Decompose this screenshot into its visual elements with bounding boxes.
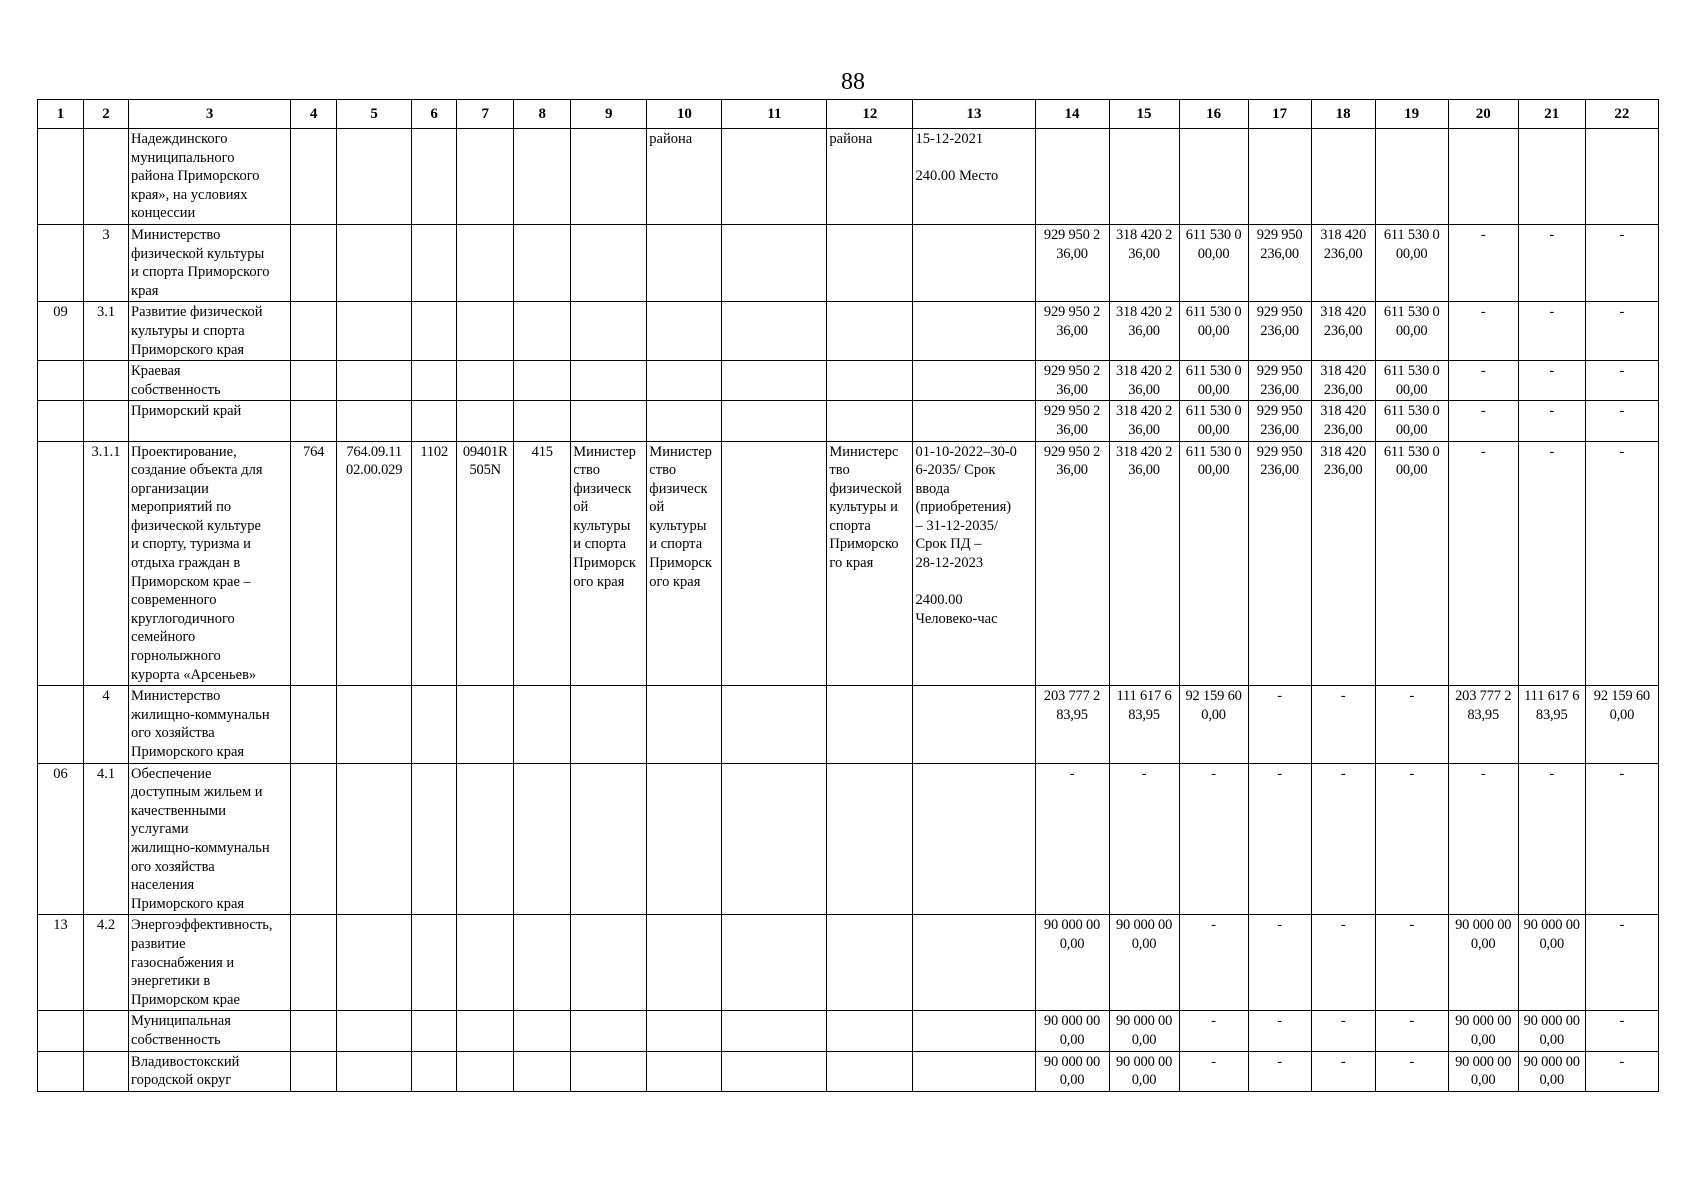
table-cell: 90 000 00 0,00	[1518, 915, 1585, 1011]
table-cell: 611 530 0 00,00	[1375, 302, 1448, 361]
table-row	[38, 1011, 1659, 1051]
table-cell	[514, 1011, 571, 1051]
table-cell	[913, 302, 1035, 361]
table-cell: 3.1	[84, 302, 129, 361]
table-cell	[291, 763, 337, 915]
table-cell: 3.1.1	[84, 441, 129, 686]
column-header: 7	[457, 100, 514, 129]
table-cell: 90 000 00 0,00	[1035, 1011, 1109, 1051]
table-cell: 90 000 00 0,00	[1035, 915, 1109, 1011]
table-cell: 318 420 236,00	[1311, 401, 1375, 441]
table-cell	[412, 224, 457, 301]
table-cell	[337, 1051, 412, 1091]
table-cell	[827, 401, 913, 441]
table-cell	[571, 224, 647, 301]
table-cell	[571, 686, 647, 763]
table-cell	[827, 224, 913, 301]
column-header: 16	[1179, 100, 1248, 129]
table-cell	[913, 763, 1035, 915]
table-cell	[571, 1051, 647, 1091]
table-cell: 90 000 00 0,00	[1035, 1051, 1109, 1091]
table-cell: Надеждинского муниципального района Приморского края», на условиях концессии	[129, 129, 291, 225]
table-cell: 611 530 0 00,00	[1375, 401, 1448, 441]
table-row	[38, 1051, 1659, 1091]
table-cell: 929 950 236,00	[1248, 302, 1311, 361]
table-cell: -	[1248, 915, 1311, 1011]
table-cell	[412, 1011, 457, 1051]
table-cell: -	[1518, 361, 1585, 401]
table-row	[38, 361, 1659, 401]
column-header: 8	[514, 100, 571, 129]
table-cell: -	[1375, 686, 1448, 763]
table-cell	[913, 1051, 1035, 1091]
table-cell	[647, 763, 722, 915]
table-cell: 92 159 60 0,00	[1585, 686, 1658, 763]
table-cell: 318 420 236,00	[1311, 361, 1375, 401]
table-cell	[38, 1011, 84, 1051]
table-cell: 318 420 2 36,00	[1109, 401, 1179, 441]
table-cell: 90 000 00 0,00	[1109, 1011, 1179, 1051]
table-cell	[827, 361, 913, 401]
table-row	[38, 686, 1659, 763]
table-cell	[913, 361, 1035, 401]
column-header: 17	[1248, 100, 1311, 129]
table-cell: Обеспечение доступным жильем и качественными услугами жилищно-коммунальн ого хозяйства населения Приморского края	[129, 763, 291, 915]
table-cell: Министерство физической культуры и спорта Приморского края	[129, 224, 291, 301]
table-cell: -	[1248, 763, 1311, 915]
column-header: 10	[647, 100, 722, 129]
table-cell: 611 530 0 00,00	[1375, 361, 1448, 401]
table-cell	[722, 224, 827, 301]
table-cell	[827, 1051, 913, 1091]
table-cell	[457, 1051, 514, 1091]
table-cell: 318 420 2 36,00	[1109, 361, 1179, 401]
table-cell	[514, 763, 571, 915]
budget-table	[37, 99, 1659, 1092]
table-cell: -	[1448, 763, 1518, 915]
table-cell	[647, 224, 722, 301]
table-cell: Энергоэффективность, развитие газоснабжения и энергетики в Приморском крае	[129, 915, 291, 1011]
table-cell: -	[1448, 441, 1518, 686]
table-cell	[412, 686, 457, 763]
table-cell	[647, 1051, 722, 1091]
table-cell: -	[1585, 224, 1658, 301]
table-cell	[291, 224, 337, 301]
table-cell: -	[1248, 686, 1311, 763]
table-cell: 929 950 236,00	[1248, 401, 1311, 441]
table-cell: Министерс тво физической культуры и спорта Приморско го края	[827, 441, 913, 686]
table-cell	[291, 915, 337, 1011]
table-cell: -	[1448, 224, 1518, 301]
table-cell: -	[1375, 1051, 1448, 1091]
table-cell	[913, 401, 1035, 441]
table-cell	[1035, 129, 1109, 225]
table-cell	[38, 401, 84, 441]
table-cell	[412, 1051, 457, 1091]
table-cell	[913, 224, 1035, 301]
table-cell: -	[1518, 763, 1585, 915]
table-cell	[514, 686, 571, 763]
table-cell	[1248, 129, 1311, 225]
table-cell	[827, 686, 913, 763]
table-cell: -	[1518, 401, 1585, 441]
table-cell: 90 000 00 0,00	[1448, 915, 1518, 1011]
table-cell: 01-10-2022–30-0 6-2035/ Срок ввода (приобретения) – 31-12-2035/ Срок ПД – 28-12-2023 2400.00 Человеко-час	[913, 441, 1035, 686]
table-cell: 4	[84, 686, 129, 763]
table-cell: 203 777 2 83,95	[1448, 686, 1518, 763]
table-cell: -	[1448, 302, 1518, 361]
table-cell	[38, 1051, 84, 1091]
table-cell	[1311, 129, 1375, 225]
table-cell	[1375, 129, 1448, 225]
table-cell: 318 420 2 36,00	[1109, 224, 1179, 301]
table-row	[38, 763, 1659, 915]
page-number: 88	[841, 69, 865, 95]
table-cell	[571, 1011, 647, 1051]
table-cell	[457, 763, 514, 915]
column-header: 1	[38, 100, 84, 129]
table-cell: Министер ство физическ ой культуры и спорта Приморск ого края	[571, 441, 647, 686]
table-cell	[827, 302, 913, 361]
table-cell	[571, 401, 647, 441]
table-cell	[571, 915, 647, 1011]
table-cell: Владивостокский городской округ	[129, 1051, 291, 1091]
table-cell	[647, 401, 722, 441]
table-cell	[412, 915, 457, 1011]
column-header: 11	[722, 100, 827, 129]
table-cell: 611 530 0 00,00	[1179, 401, 1248, 441]
table-cell: 111 617 6 83,95	[1109, 686, 1179, 763]
table-cell: 92 159 60 0,00	[1179, 686, 1248, 763]
table-cell	[291, 401, 337, 441]
table-cell	[84, 1051, 129, 1091]
table-cell: -	[1109, 763, 1179, 915]
table-row	[38, 302, 1659, 361]
table-cell	[514, 1051, 571, 1091]
table-cell: -	[1179, 1011, 1248, 1051]
column-header: 5	[337, 100, 412, 129]
column-header: 12	[827, 100, 913, 129]
table-cell	[84, 401, 129, 441]
table-cell	[571, 763, 647, 915]
table-row	[38, 224, 1659, 301]
table-cell: -	[1375, 915, 1448, 1011]
table-cell: 3	[84, 224, 129, 301]
table-cell: 611 530 0 00,00	[1179, 224, 1248, 301]
table-cell: 929 950 2 36,00	[1035, 401, 1109, 441]
table-row	[38, 129, 1659, 225]
table-cell	[84, 361, 129, 401]
table-cell	[827, 1011, 913, 1051]
column-header: 13	[913, 100, 1035, 129]
table-cell	[457, 302, 514, 361]
table-cell: 611 530 0 00,00	[1179, 361, 1248, 401]
table-cell: 09401R 505N	[457, 441, 514, 686]
table-cell	[514, 129, 571, 225]
table-cell	[514, 401, 571, 441]
table-cell	[291, 686, 337, 763]
table-cell: -	[1311, 686, 1375, 763]
table-cell: 90 000 00 0,00	[1109, 1051, 1179, 1091]
table-cell: 929 950 236,00	[1248, 224, 1311, 301]
table-cell: Краевая собственность	[129, 361, 291, 401]
table-cell	[457, 224, 514, 301]
column-header: 19	[1375, 100, 1448, 129]
table-cell: 90 000 00 0,00	[1518, 1011, 1585, 1051]
table-cell: 318 420 2 36,00	[1109, 302, 1179, 361]
column-header: 15	[1109, 100, 1179, 129]
column-header: 4	[291, 100, 337, 129]
table-cell: 611 530 0 00,00	[1179, 441, 1248, 686]
table-cell: -	[1585, 401, 1658, 441]
table-cell	[412, 401, 457, 441]
table-cell: Муниципальная собственность	[129, 1011, 291, 1051]
table-cell: Приморский край	[129, 401, 291, 441]
table-cell: -	[1311, 763, 1375, 915]
table-cell: 90 000 00 0,00	[1518, 1051, 1585, 1091]
table-cell	[337, 224, 412, 301]
table-cell	[722, 441, 827, 686]
table-cell: 318 420 236,00	[1311, 224, 1375, 301]
column-header: 21	[1518, 100, 1585, 129]
table-cell: Развитие физической культуры и спорта Приморского края	[129, 302, 291, 361]
table-cell	[38, 361, 84, 401]
table-cell: 764	[291, 441, 337, 686]
table-cell: -	[1585, 302, 1658, 361]
table-cell	[722, 401, 827, 441]
table-cell: -	[1311, 1011, 1375, 1051]
column-header: 2	[84, 100, 129, 129]
table-cell	[722, 1051, 827, 1091]
table-cell: 611 530 0 00,00	[1375, 441, 1448, 686]
table-cell: -	[1311, 1051, 1375, 1091]
table-cell: 1102	[412, 441, 457, 686]
table-cell: -	[1585, 915, 1658, 1011]
table-cell	[913, 686, 1035, 763]
table-cell	[514, 361, 571, 401]
table-cell: -	[1248, 1011, 1311, 1051]
table-cell: -	[1035, 763, 1109, 915]
table-body	[38, 129, 1659, 1092]
table-cell	[722, 763, 827, 915]
table-cell	[722, 361, 827, 401]
table-cell: 929 950 2 36,00	[1035, 302, 1109, 361]
table-cell	[913, 1011, 1035, 1051]
table-cell: -	[1375, 1011, 1448, 1051]
table-cell: 15-12-2021 240.00 Место	[913, 129, 1035, 225]
table-cell: -	[1585, 1011, 1658, 1051]
column-header: 6	[412, 100, 457, 129]
table-cell: 318 420 236,00	[1311, 441, 1375, 686]
table-cell	[722, 1011, 827, 1051]
table-cell: -	[1448, 361, 1518, 401]
table-cell	[412, 302, 457, 361]
table-cell: 764.09.11 02.00.029	[337, 441, 412, 686]
table-cell	[84, 1011, 129, 1051]
table-cell: 06	[38, 763, 84, 915]
table-cell: 929 950 2 36,00	[1035, 361, 1109, 401]
table-cell	[647, 302, 722, 361]
table-cell	[1109, 129, 1179, 225]
table-cell: -	[1585, 441, 1658, 686]
table-cell	[337, 763, 412, 915]
table-cell	[514, 915, 571, 1011]
table-cell	[514, 224, 571, 301]
table-row	[38, 401, 1659, 441]
table-cell: 4.2	[84, 915, 129, 1011]
table-cell	[38, 441, 84, 686]
table-cell	[1179, 129, 1248, 225]
table-cell	[457, 686, 514, 763]
table-cell: 4.1	[84, 763, 129, 915]
table-cell	[412, 361, 457, 401]
table-cell: 90 000 00 0,00	[1448, 1011, 1518, 1051]
table-cell: 611 530 0 00,00	[1375, 224, 1448, 301]
table-cell	[457, 361, 514, 401]
table-cell: 90 000 00 0,00	[1448, 1051, 1518, 1091]
table-cell: Министерство жилищно-коммунальн ого хозяйства Приморского края	[129, 686, 291, 763]
table-row	[38, 915, 1659, 1011]
table-cell	[291, 129, 337, 225]
table-cell	[1518, 129, 1585, 225]
table-cell	[722, 686, 827, 763]
table-cell	[722, 915, 827, 1011]
table-cell	[337, 915, 412, 1011]
table-cell	[1448, 129, 1518, 225]
table-cell	[291, 302, 337, 361]
table-cell	[291, 1011, 337, 1051]
table-cell	[412, 763, 457, 915]
table-cell	[291, 361, 337, 401]
column-header: 22	[1585, 100, 1658, 129]
table-cell	[722, 129, 827, 225]
table-cell	[337, 129, 412, 225]
table-cell: 318 420 2 36,00	[1109, 441, 1179, 686]
column-header: 14	[1035, 100, 1109, 129]
table-cell: -	[1518, 224, 1585, 301]
table-cell: -	[1585, 763, 1658, 915]
table-cell: Министер ство физическ ой культуры и спорта Приморск ого края	[647, 441, 722, 686]
table-cell: -	[1179, 1051, 1248, 1091]
table-cell	[647, 361, 722, 401]
table-cell: -	[1248, 1051, 1311, 1091]
table-cell	[571, 361, 647, 401]
table-cell: 929 950 236,00	[1248, 361, 1311, 401]
table-cell	[647, 1011, 722, 1051]
table-cell	[647, 686, 722, 763]
table-cell: 929 950 2 36,00	[1035, 224, 1109, 301]
table-cell	[291, 1051, 337, 1091]
table-cell: -	[1585, 1051, 1658, 1091]
table-cell: -	[1448, 401, 1518, 441]
table-cell: 09	[38, 302, 84, 361]
table-cell	[337, 302, 412, 361]
table-cell	[722, 302, 827, 361]
table-cell: 13	[38, 915, 84, 1011]
header-row	[38, 100, 1659, 129]
table-cell	[84, 129, 129, 225]
table-cell	[913, 915, 1035, 1011]
table-cell: 611 530 0 00,00	[1179, 302, 1248, 361]
column-header: 20	[1448, 100, 1518, 129]
table-cell: 90 000 00 0,00	[1109, 915, 1179, 1011]
table-row	[38, 441, 1659, 686]
table-cell	[571, 129, 647, 225]
column-header: 18	[1311, 100, 1375, 129]
table-cell	[827, 763, 913, 915]
table-cell	[457, 401, 514, 441]
table-cell: -	[1375, 763, 1448, 915]
table-cell: района	[827, 129, 913, 225]
table-cell	[38, 129, 84, 225]
table-cell: -	[1518, 441, 1585, 686]
table-cell: Проектирование, создание объекта для организации мероприятий по физической культуре и спорту, туризма и отдыха граждан в Приморском крае – современного круглогодичного семейного горнолыжного курорта «Арсеньев»	[129, 441, 291, 686]
table-cell	[457, 129, 514, 225]
table-cell: 111 617 6 83,95	[1518, 686, 1585, 763]
table-cell	[337, 1011, 412, 1051]
table-cell	[337, 361, 412, 401]
table-cell: -	[1585, 361, 1658, 401]
table-cell	[38, 224, 84, 301]
table-cell	[571, 302, 647, 361]
table-cell: -	[1179, 763, 1248, 915]
table-cell: -	[1518, 302, 1585, 361]
table-cell	[647, 915, 722, 1011]
column-header: 3	[129, 100, 291, 129]
table-cell: района	[647, 129, 722, 225]
table-cell	[38, 686, 84, 763]
table-cell	[337, 401, 412, 441]
column-header: 9	[571, 100, 647, 129]
table-cell: 929 950 2 36,00	[1035, 441, 1109, 686]
table-cell	[457, 1011, 514, 1051]
table-cell	[412, 129, 457, 225]
table-cell	[1585, 129, 1658, 225]
table-cell	[827, 915, 913, 1011]
table-cell: 203 777 2 83,95	[1035, 686, 1109, 763]
table-cell: 929 950 236,00	[1248, 441, 1311, 686]
table-cell: -	[1311, 915, 1375, 1011]
table-cell	[514, 302, 571, 361]
table-cell: 415	[514, 441, 571, 686]
table-cell: 318 420 236,00	[1311, 302, 1375, 361]
table-cell	[457, 915, 514, 1011]
table-cell: -	[1179, 915, 1248, 1011]
table-cell	[337, 686, 412, 763]
